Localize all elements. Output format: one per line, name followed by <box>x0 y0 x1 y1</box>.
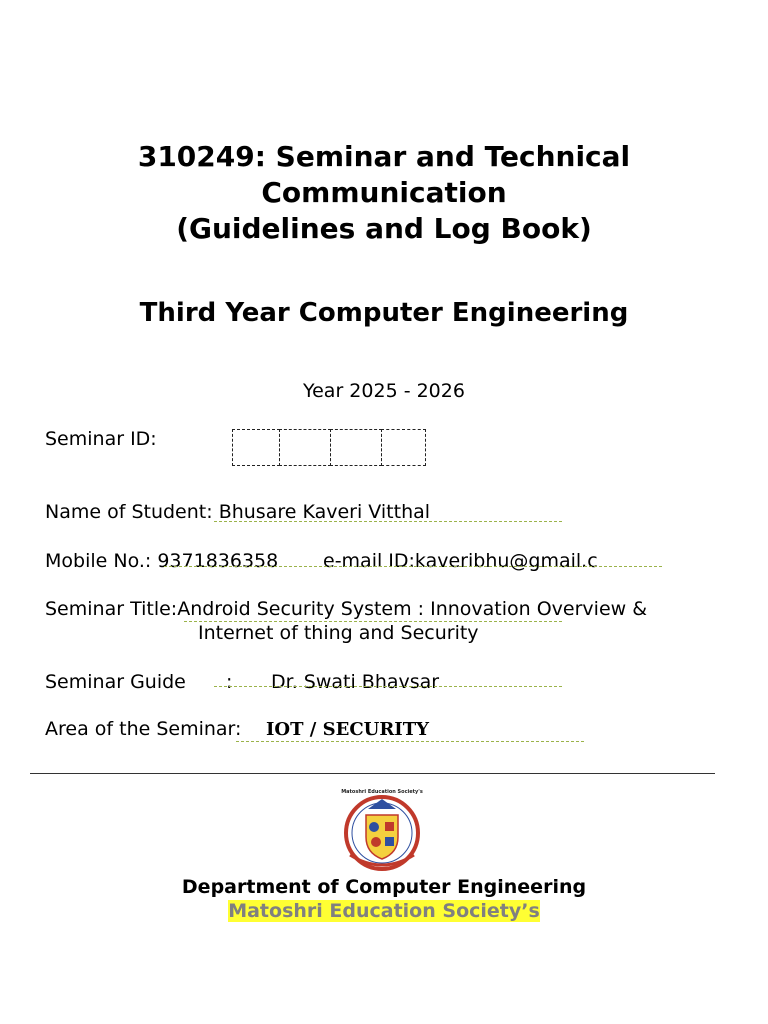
student-name-label <box>45 501 430 523</box>
title-line-3: (Guidelines and Log Book) <box>176 212 592 245</box>
seminar-id-box-4[interactable] <box>381 429 426 466</box>
seminar-id-box-1[interactable] <box>232 429 280 466</box>
society-name-wrapper <box>0 900 768 922</box>
academic-year: Year 2025 - 2026 <box>303 380 465 402</box>
seminar-title-value-2: Internet of thing and Security <box>198 622 479 644</box>
seminar-id-label: Seminar ID: <box>45 428 157 450</box>
institute-logo <box>332 785 432 875</box>
email-id: e-mail ID:kaveribhu@gmail.c <box>323 550 598 572</box>
society-name: Matoshri Education Society’s <box>228 900 540 922</box>
student-label-text: Name of Student <box>45 501 207 523</box>
seminar-area-value: IOT / SECURITY <box>266 719 429 740</box>
logo-org-text: Matoshri Education Society's <box>341 789 423 795</box>
department-name: Department of Computer Engineering <box>181 876 587 898</box>
seminar-title-label-text: Seminar Title <box>45 598 171 620</box>
title-line-1: 310249: Seminar and Technical <box>137 140 631 173</box>
seminar-id-box-3[interactable] <box>330 429 382 466</box>
seminar-title-label <box>45 598 647 620</box>
title-line-2: Communication <box>261 176 507 209</box>
seminar-title-value-1: :Android Security System : Innovation Overview & <box>170 598 648 620</box>
seminar-area-label: Area of the Seminar: <box>45 718 242 740</box>
seminar-guide-line <box>214 686 562 687</box>
seminar-area-line <box>236 741 584 742</box>
mobile-number: Mobile No.: 9371836358 <box>45 550 279 572</box>
logo-emblem-icon <box>332 785 432 875</box>
seminar-guide-label: Seminar Guide <box>45 671 186 693</box>
course-subtitle: Third Year Computer Engineering <box>139 298 629 328</box>
seminar-guide-value: Dr. Swati Bhavsar <box>271 671 440 693</box>
seminar-id-boxes[interactable] <box>232 429 426 466</box>
contact-line <box>164 566 662 567</box>
seminar-guide-separator: : <box>226 671 233 693</box>
student-name-line <box>214 521 562 522</box>
student-name-value: : Bhusare Kaveri Vitthal <box>206 501 431 523</box>
seminar-id-box-2[interactable] <box>279 429 331 466</box>
section-divider <box>30 773 715 774</box>
